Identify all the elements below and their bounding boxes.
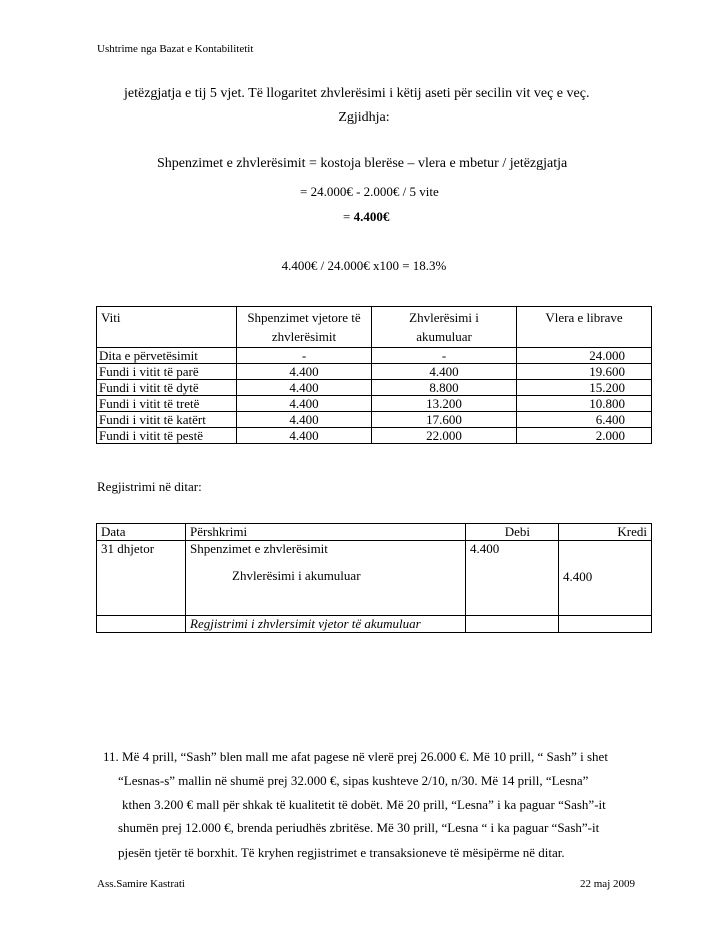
header-expense: Shpenzimet vjetore të bbox=[237, 307, 372, 329]
exercise-line-3: kthen 3.200 € mall për shkak të kualitetit të dobët. Më 20 prill, “Lesna” i ka paguar “Sash”-it bbox=[122, 797, 606, 812]
journal-header-date: Data bbox=[97, 524, 186, 541]
header-book: Vlera e librave bbox=[517, 307, 652, 329]
formula-line-2: = 24.000€ - 2.000€ / 5 vite bbox=[300, 184, 439, 199]
footer-author: Ass.Samire Kastrati bbox=[97, 878, 185, 890]
row-expense: - bbox=[237, 348, 372, 364]
exercise-line-2: “Lesnas-s” mallin në shumë prej 32.000 €, sipas kushteve 2/10, n/30. Më 14 prill, “Lesna” bbox=[118, 773, 589, 788]
journal-label: Regjistrimi në ditar: bbox=[97, 479, 202, 494]
row-expense: 4.400 bbox=[237, 412, 372, 428]
journal-explanation: Regjistrimi i zhvlersimit vjetor të akumuluar bbox=[186, 616, 466, 633]
formula-line-1: Shpenzimet e zhvlerësimit = kostoja blerëse – vlera e mbetur / jetëzgjatja bbox=[157, 156, 568, 171]
table-row bbox=[97, 364, 652, 380]
row-accum: 13.200 bbox=[372, 396, 517, 412]
table-row bbox=[97, 348, 652, 364]
row-book: 15.200 bbox=[517, 380, 652, 396]
footer-date: 22 maj 2009 bbox=[580, 878, 635, 890]
row-expense: 4.400 bbox=[237, 428, 372, 444]
row-book: 10.800 bbox=[517, 396, 652, 412]
exercise-line-4: shumën prej 12.000 €, brenda periudhës zbritëse. Më 30 prill, “Lesna “ i ka paguar “Sash”-it bbox=[118, 820, 600, 835]
header-accum: Zhvlerësimi i bbox=[372, 307, 517, 329]
row-accum: 22.000 bbox=[372, 428, 517, 444]
row-accum: 4.400 bbox=[372, 364, 517, 380]
solution-label: Zgjidhja: bbox=[338, 110, 390, 125]
row-expense: 4.400 bbox=[237, 396, 372, 412]
row-expense: 4.400 bbox=[237, 364, 372, 380]
depreciation-table bbox=[96, 306, 652, 444]
journal-debit-amount: 4.400 bbox=[470, 541, 500, 556]
row-book: 2.000 bbox=[517, 428, 652, 444]
row-year: Fundi i vitit të pestë bbox=[97, 428, 237, 444]
table-row bbox=[97, 396, 652, 412]
journal-header-debit: Debi bbox=[466, 524, 559, 541]
row-expense: 4.400 bbox=[237, 380, 372, 396]
row-accum: 17.600 bbox=[372, 412, 517, 428]
row-book: 19.600 bbox=[517, 364, 652, 380]
row-book: 24.000 bbox=[517, 348, 652, 364]
formula-line-3-prefix: = bbox=[343, 209, 354, 224]
exercise-line-1: 11. Më 4 prill, “Sash” blen mall me afat pagese në vlerë prej 26.000 €. Më 10 prill, “ Sash” i shet bbox=[103, 749, 608, 764]
exercise-line-5: pjesën tjetër të borxhit. Të kryhen regjistrimet e transaksioneve të mësipërme në ditar. bbox=[118, 845, 565, 860]
journal-date: 31 dhjetor bbox=[97, 541, 186, 616]
table-row bbox=[97, 428, 652, 444]
row-year: Fundi i vitit të parë bbox=[97, 364, 237, 380]
journal-header-desc: Përshkrimi bbox=[186, 524, 466, 541]
header-accum-2: akumuluar bbox=[372, 328, 517, 348]
header-expense-2: zhvlerësimit bbox=[237, 328, 372, 348]
journal-credit-account: Zhvlerësimi i akumuluar bbox=[232, 568, 361, 583]
row-year: Dita e përvetësimit bbox=[97, 348, 237, 364]
header-year: Viti bbox=[97, 307, 237, 329]
page-header: Ushtrime nga Bazat e Kontabilitetit bbox=[97, 43, 254, 55]
row-year: Fundi i vitit të dytë bbox=[97, 380, 237, 396]
journal-header-credit: Kredi bbox=[559, 524, 652, 541]
row-year: Fundi i vitit të katërt bbox=[97, 412, 237, 428]
row-book: 6.400 bbox=[517, 412, 652, 428]
row-year: Fundi i vitit të tretë bbox=[97, 396, 237, 412]
table-row bbox=[97, 412, 652, 428]
row-accum: - bbox=[372, 348, 517, 364]
journal-table bbox=[96, 523, 652, 633]
table-row bbox=[97, 380, 652, 396]
journal-debit-account: Shpenzimet e zhvlerësimit bbox=[190, 541, 328, 556]
formula-result: 4.400€ bbox=[353, 209, 390, 224]
intro-text: jetëzgjatja e tij 5 vjet. Të llogaritet zhvlerësimi i këtij aseti për secilin vit veç e veç. bbox=[124, 86, 590, 101]
formula-line-3 bbox=[343, 209, 389, 225]
journal-credit-amount: 4.400 bbox=[563, 569, 593, 584]
ratio-line: 4.400€ / 24.000€ x100 = 18.3% bbox=[281, 258, 447, 273]
row-accum: 8.800 bbox=[372, 380, 517, 396]
